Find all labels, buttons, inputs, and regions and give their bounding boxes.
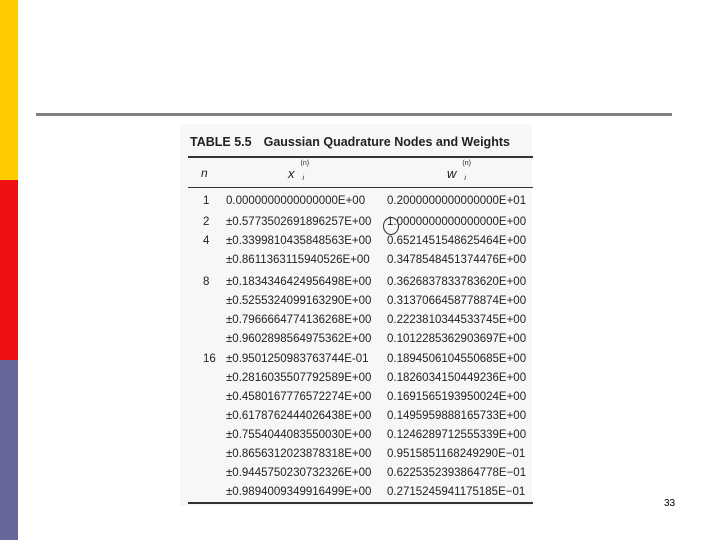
table-top-rule: [188, 156, 533, 158]
table-scan: [180, 124, 532, 506]
row-node: ±0.8611363115940526E+00: [226, 254, 370, 266]
header-weight: w (n) i: [447, 159, 471, 182]
row-node: ±0.9602898564975362E+00: [226, 333, 372, 345]
row-weight: 0.9515851168249290E−01: [387, 448, 526, 460]
row-node: ±0.2816035507792589E+00: [226, 372, 372, 384]
row-n: 16: [203, 353, 216, 365]
row-weight: 0.1012285362903697E+00: [387, 333, 527, 345]
row-weight: 0.3626837833783620E+00: [387, 276, 527, 288]
table-title-text: Gaussian Quadrature Nodes and Weights: [263, 135, 510, 149]
row-n: 4: [203, 235, 210, 247]
row-weight: 0.6225352393864778E−01: [387, 467, 527, 479]
row-n: 8: [203, 276, 210, 288]
table-label: TABLE 5.5: [190, 135, 252, 149]
row-node: ±0.5255324099163290E+00: [226, 295, 372, 307]
row-node: ±0.6178762444026438E+00: [226, 410, 372, 422]
left-color-bar-yellow: [0, 0, 18, 180]
row-weight: 0.2000000000000000E+01: [387, 195, 527, 207]
row-node: ±0.7966664774136268E+00: [226, 314, 372, 326]
page-number: 33: [664, 498, 676, 509]
row-node: 0.0000000000000000E+00: [226, 195, 366, 207]
row-node: ±0.8656312023878318E+00: [226, 448, 372, 460]
header-n: n: [201, 166, 208, 180]
row-n: 1: [203, 195, 210, 207]
row-weight: 0.2223810344533745E+00: [387, 314, 527, 326]
row-weight: 0.3478548451374476E+00: [387, 254, 527, 266]
row-node: ±0.7554044083550030E+00: [226, 429, 372, 441]
row-n: 2: [203, 216, 210, 228]
table-header-rule: [188, 187, 533, 188]
table-bottom-rule: [188, 502, 533, 504]
row-node: ±0.9445750230732326E+00: [226, 467, 372, 479]
left-color-bar-red: [0, 180, 18, 360]
row-weight: 0.6521451548625464E+00: [387, 235, 527, 247]
table-title: [190, 135, 510, 149]
row-weight: 0.1894506104550685E+00: [387, 353, 527, 365]
row-node: ±0.4580167776572274E+00: [226, 391, 372, 403]
row-weight: 0.1826034150449236E+00: [387, 372, 527, 384]
header-node: x (n) i: [288, 159, 310, 182]
row-weight: 1.0000000000000000E+00: [387, 216, 527, 228]
row-node: ±0.3399810435848563E+00: [226, 235, 372, 247]
row-weight: 0.2715245941175185E−01: [387, 486, 526, 498]
row-weight: 0.1246289712555339E+00: [387, 429, 527, 441]
row-weight: 0.1495959888165733E+00: [387, 410, 527, 422]
row-node: ±0.1834346424956498E+00: [226, 276, 372, 288]
title-divider-rule: [36, 113, 672, 116]
row-node: ±0.9894009349916499E+00: [226, 486, 372, 498]
left-color-bar-blue: [0, 360, 18, 540]
hand-drawn-circle: [383, 217, 399, 235]
row-node: ±0.9501250983763744E-01: [226, 353, 369, 365]
row-node: ±0.5773502691896257E+00: [226, 216, 372, 228]
row-weight: 0.3137066458778874E+00: [387, 295, 527, 307]
row-weight: 0.1691565193950024E+00: [387, 391, 527, 403]
